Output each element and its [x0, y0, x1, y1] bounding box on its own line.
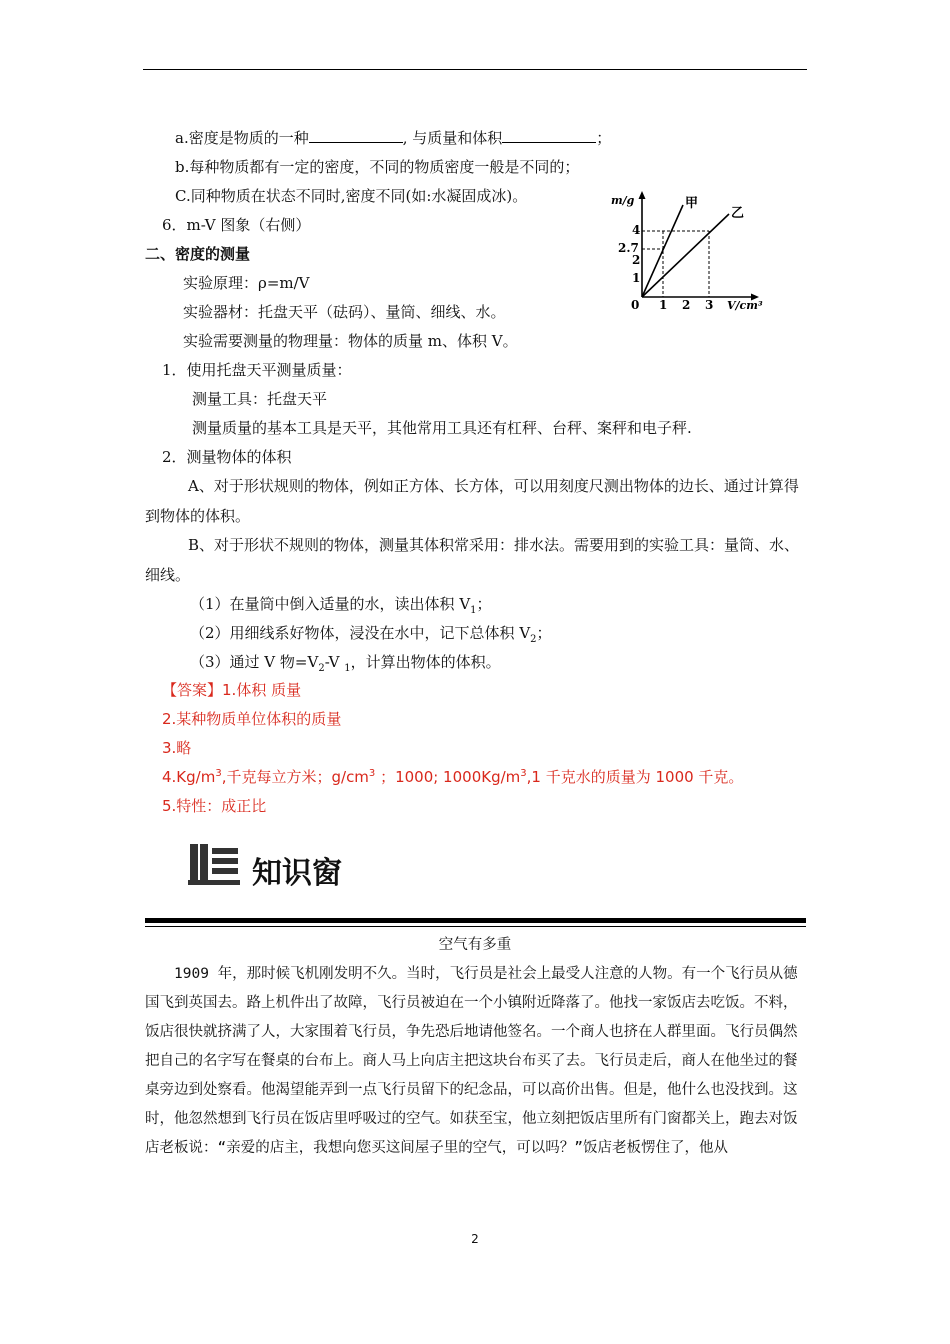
- item-6: 6．m-V 图象（右侧）: [162, 216, 311, 234]
- answer-5: 5.特性：成正比: [162, 797, 267, 815]
- books-icon: [188, 840, 242, 886]
- density-point-c: C.同种物质在状态不同时,密度不同(如:水凝固成冰)。: [175, 187, 528, 205]
- x-axis-label: V/cm³: [727, 299, 763, 312]
- y-axis-arrow: [639, 191, 646, 199]
- sub-step-2: （2）用细线系好物体，浸没在水中，记下总体积 $V_2$；: [190, 624, 552, 645]
- basic-tools: 测量质量的基本工具是天平，其他常用工具还有杠秤、台秤、案秤和电子秤.: [192, 419, 692, 437]
- principle: 实验原理：ρ=m/V: [183, 274, 310, 292]
- origin-label: 0: [631, 298, 640, 312]
- paragraph-b: B、对于形状不规则的物体，测量其体积常采用：排水法。需要用到的实验工具：量筒、水、细线。: [145, 536, 800, 584]
- y-tick-4: 4: [632, 223, 641, 237]
- y-tick-2: 2: [632, 253, 641, 267]
- blank-2[interactable]: [502, 128, 596, 143]
- density-point-b: b.每种物质都有一定的密度，不同的物质密度一般是不同的；: [175, 158, 580, 176]
- y-tick-2-7: 2.7: [618, 241, 639, 255]
- sub-step-3: （3）通过 V 物$=V_2-V$ $_1$，计算出物体的体积。: [190, 653, 501, 674]
- equipment: 实验器材：托盘天平（砝码）、量筒、细线、水。: [183, 303, 506, 321]
- m-v-graph: [605, 185, 780, 315]
- blank-1[interactable]: [309, 128, 403, 143]
- density-point-a: a.密度是物质的一种 , 与质量和体积 ；: [175, 129, 612, 147]
- story-title: 空气有多重: [438, 937, 512, 953]
- answer-4: $4.Kg/m^3$,千克每立方米；$g/cm^3$ ；1000; $1000Kg/m^3,1$ 千克水的质量为 1000 千克。: [162, 768, 744, 786]
- y-axis-label: m/g: [611, 194, 635, 207]
- story-body: 1909 年，那时候飞机刚发明不久。当时，飞行员是社会上最受人注意的人物。有一个飞行员从德国飞到英国去。路上机件出了故障，飞行员被迫在一个小镇附近降落了。他找一家饭店去吃饭。不料，饭店很快就挤满了人，大家围着飞行员，争先恐后地请他签名。一个商人也挤在人群里面。飞行员偶然把自己的名字写在餐桌的台布上。商人马上向店主把这块台布买了去。飞行员走后，商人在他坐过的餐桌旁边到处察看。他渴望能弄到一点飞行员留下的纪念品，可以高价出售。但是，他什么也没找到。这时，他忽然想到飞行员在饭店里呼吸过的空气。如获至宝，他立刻把饭店里所有门窗都关上，跑去对饭店老板说：“亲爱的店主，我想向您买这间屋子里的空气，可以吗？”饭店老板愣住了，他从: [145, 966, 798, 1156]
- page-number: 2: [471, 1232, 479, 1246]
- answer-3: 3.略: [162, 739, 192, 757]
- paragraph-a: A、对于形状规则的物体，例如正方体、长方体，可以用刻度尺测出物体的边长、通过计算得到物体的体积。: [145, 477, 799, 525]
- x-tick-1: 1: [659, 298, 668, 312]
- separator-thick: [145, 918, 806, 923]
- y-tick-1: 1: [632, 271, 641, 285]
- separator-thin: [145, 926, 806, 927]
- line-yi: [642, 214, 729, 297]
- header-rule: [143, 69, 807, 70]
- step-1: 1．使用托盘天平测量质量：: [162, 361, 352, 379]
- knowledge-window-title: 知识窗: [252, 856, 342, 891]
- section-heading: 二、密度的测量: [145, 245, 251, 263]
- x-tick-2: 2: [682, 298, 691, 312]
- sub-step-1: （1）在量筒中倒入适量的水，读出体积 $V_1$；: [190, 595, 492, 616]
- answer-2: 2.某种物质单位体积的质量: [162, 710, 342, 728]
- step-2: 2．测量物体的体积: [162, 448, 292, 466]
- label-yi: 乙: [731, 206, 745, 221]
- x-tick-3: 3: [705, 298, 714, 312]
- measuring-tool: 测量工具：托盘天平: [192, 390, 328, 408]
- quantities: 实验需要测量的物理量：物体的质量 m、体积 V。: [183, 332, 518, 350]
- label-jia: 甲: [685, 196, 699, 211]
- answer-1: 【答案】1.体积 质量: [162, 681, 302, 699]
